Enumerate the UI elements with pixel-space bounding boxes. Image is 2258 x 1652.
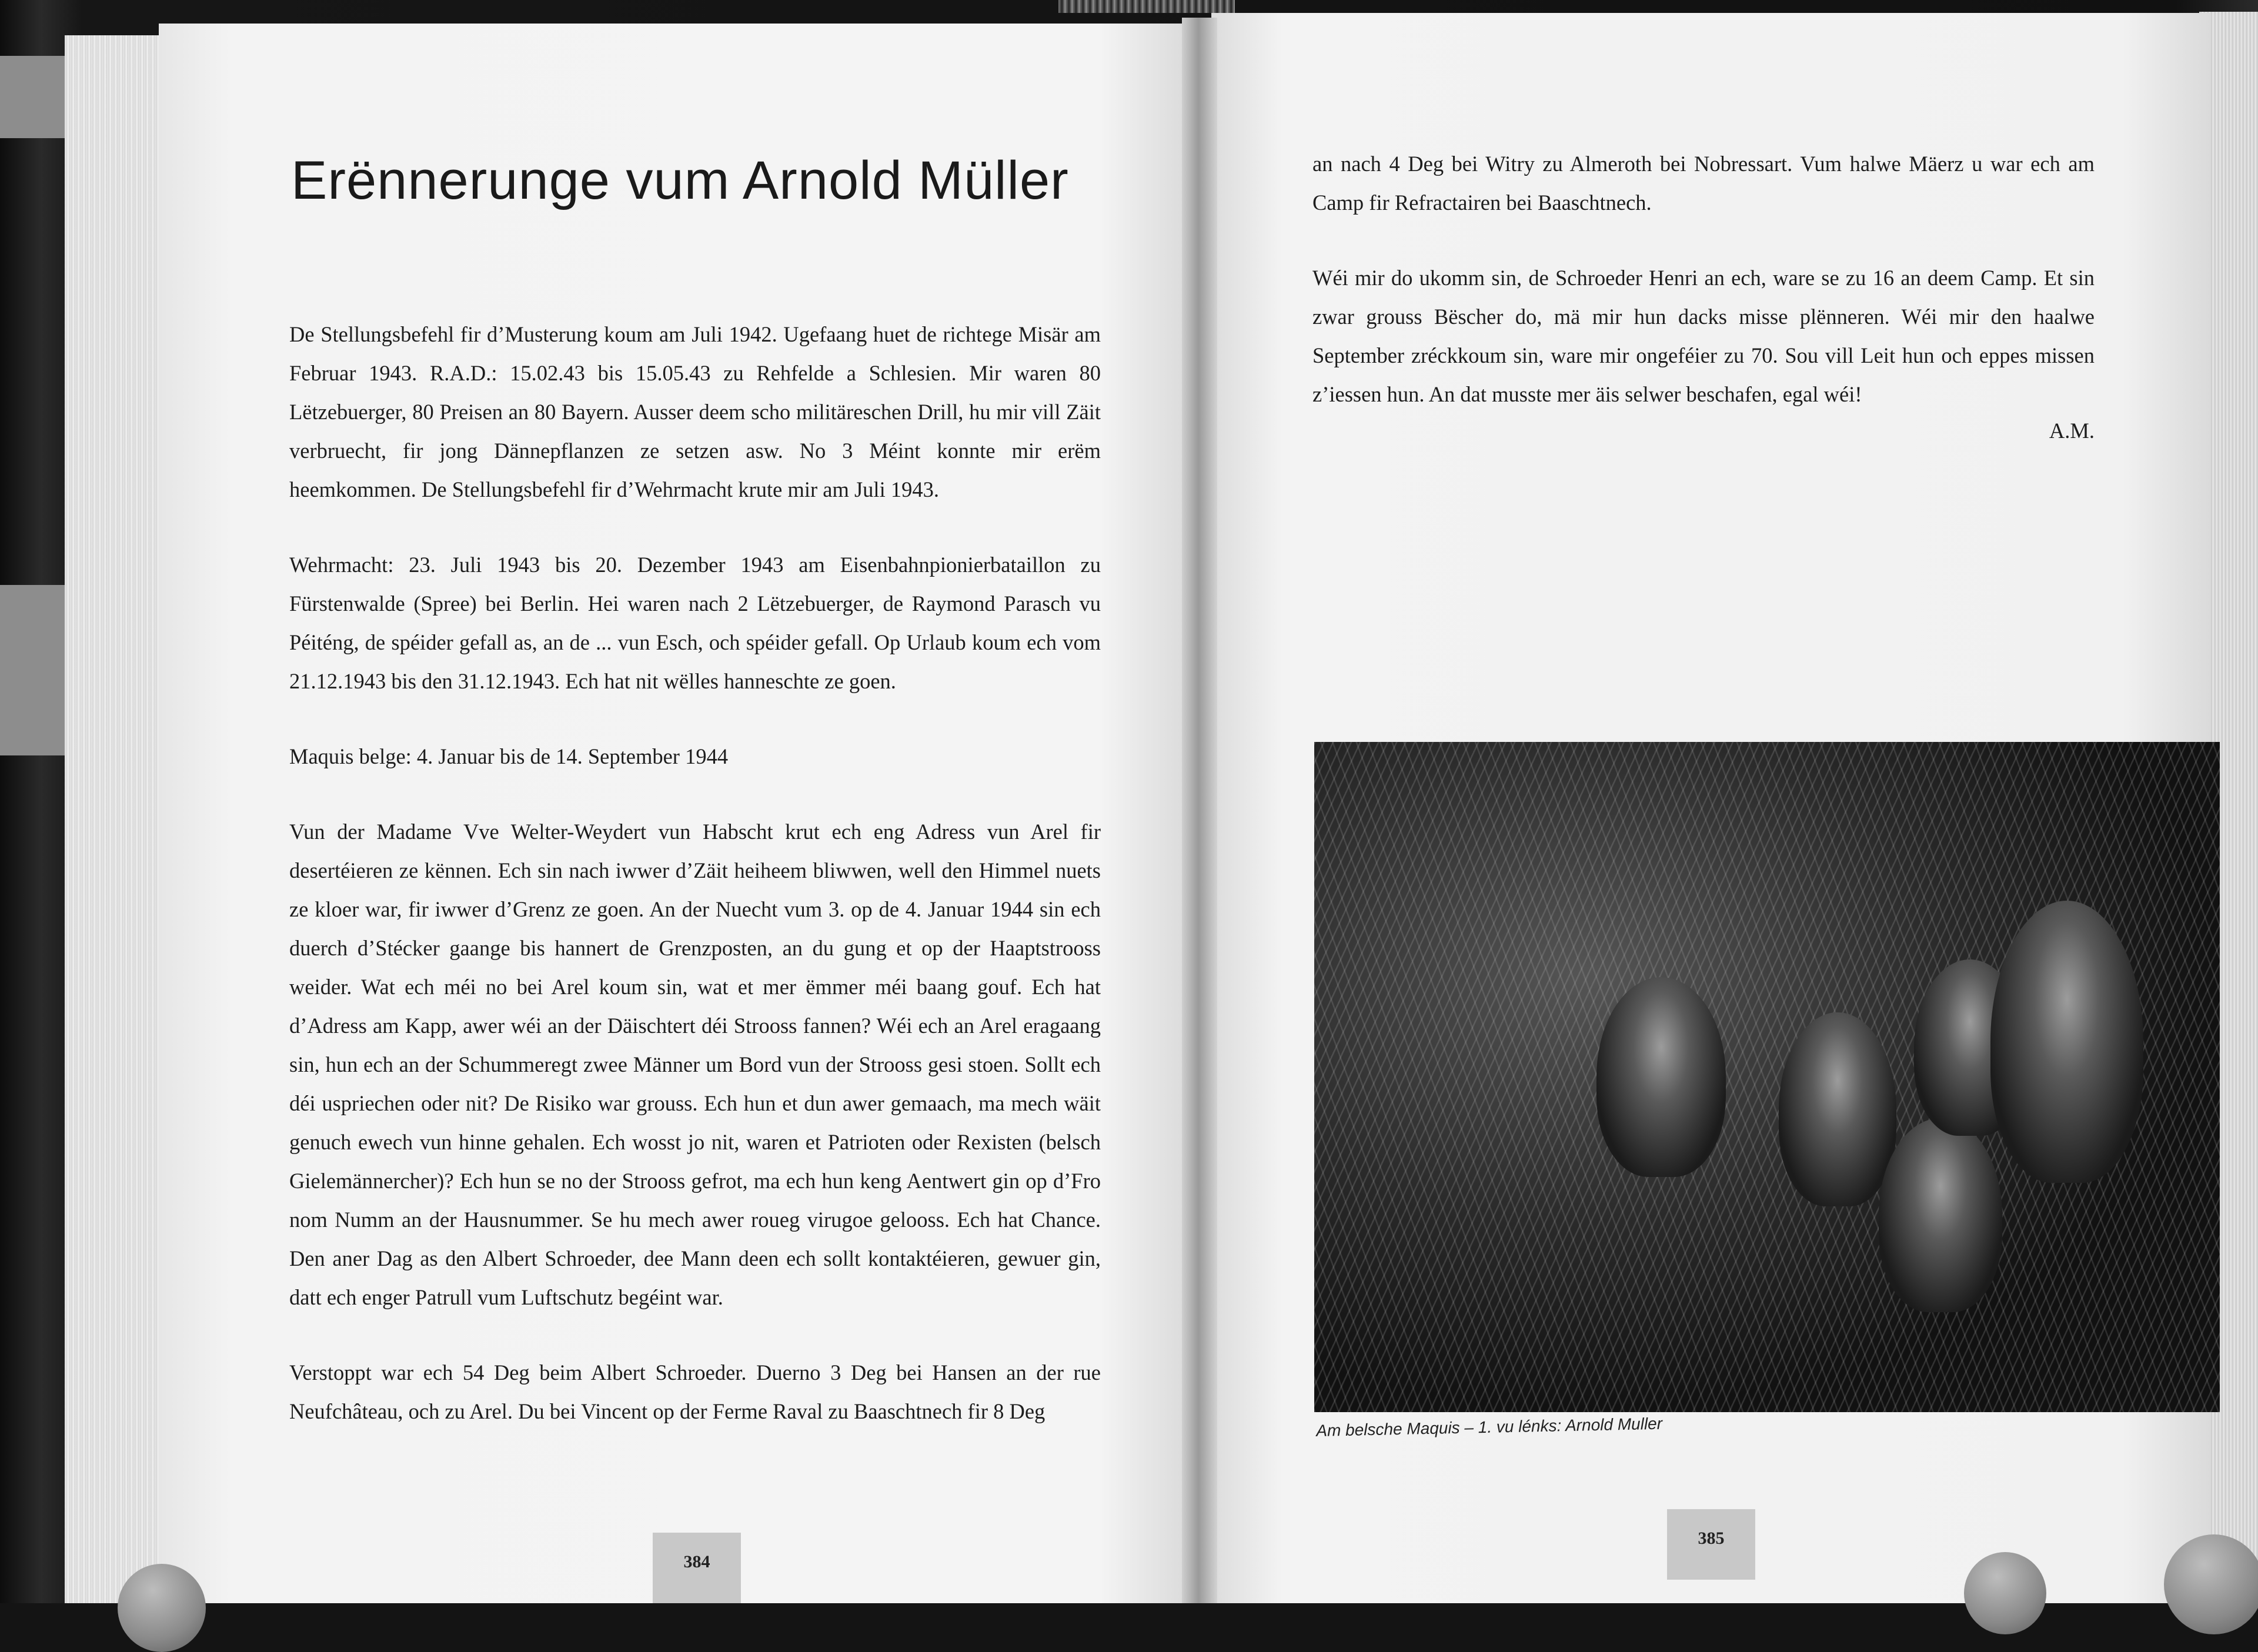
paragraph: Verstoppt war ech 54 Deg beim Albert Schroeder. Duerno 3 Deg bei Hansen an der rue Neufchâteau, och zu Arel. Du bei Vincent op der Ferme Raval zu Baaschtnech fir 8 Deg <box>289 1360 1101 1423</box>
left-text-column <box>289 315 1101 1467</box>
person-figure <box>1990 901 2143 1183</box>
person-figure <box>1596 977 1726 1177</box>
paragraph: Wéi mir do ukomm sin, de Schroeder Henri an ech, ware se zu 16 an deem Camp. Et sin zwar grouss Bëscher do, mä mir hun dacks misse plënneren. Wéi mir den haalwe September zréckkoum sin, ware mir ongeféier zu 70. Sou vill Leit hun och eppes missen z’iessen hun. An dat musste mer äis selwer beschafen, egal wéi! <box>1312 266 2095 406</box>
person-figure <box>1879 1118 2002 1312</box>
book-gutter <box>1182 18 1217 1603</box>
top-clip <box>1058 0 1235 13</box>
right-text-column <box>1312 145 2095 450</box>
decorative-object <box>118 1564 206 1652</box>
page-edges-left <box>65 35 171 1603</box>
author-signature: A.M. <box>2049 419 2095 443</box>
paragraph: an nach 4 Deg bei Witry zu Almeroth bei Nobressart. Vum halwe Mäerz u war ech am Camp fir Refractairen bei Baaschtnech. <box>1312 152 2095 215</box>
decorative-object <box>1964 1552 2046 1634</box>
paragraph: Maquis belge: 4. Januar bis de 14. September 1944 <box>289 744 729 768</box>
photo-caption: Am belsche Maquis – 1. vu lénks: Arnold Muller <box>1316 1414 1663 1440</box>
person-figure <box>1779 1012 1896 1206</box>
page-number-right: 385 <box>1667 1509 1755 1580</box>
paragraph: Wehrmacht: 23. Juli 1943 bis 20. Dezember 1943 am Eisenbahnpionierbataillon zu Fürstenwalde (Spree) bei Berlin. Hei waren nach 2 Lëtzebuerger, de Raymond Parasch vu Péiténg, de spéider gefall as, an de ... vun Esch, och spéider gefall. Op Urlaub koum ech vom 21.12.1943 bis den 31.12.1943. Ech hat nit wëlles hanneschte ze goen. <box>289 553 1101 693</box>
paragraph: Vun der Madame Vve Welter-Weydert vun Habscht krut ech eng Adress vun Arel fir desertéieren ze kënnen. Ech sin nach iwwer d’Zäit heiheem bliwwen, well den Himmel nuets ze kloer war, fir iwwer d’Grenz ze goen. An der Nuecht vum 3. op de 4. Januar 1944 sin ech duerch d’Stécker gaange bis hannert de Grenzposten, an du gung et op der Haaptstrooss weider. Wat ech méi no bei Arel koum sin, wat et mer ëmmer méi baang gouf. Ech hat d’Adress am Kapp, awer wéi an der Däischtert déi Strooss fannen? Wéi ech an Arel eragaang sin, hun ech an der Schummeregt zwee Männer um Bord vun der Strooss gesi stoen. Sollt ech déi uspriechen oder nit? De Risiko war grouss. Ech hun et dun awer gemaach, ma mech wäit genuch ewech vun hinne gehalen. Ech wosst jo nit, waren et Patrioten oder Rexisten (belsch Gielemännercher)? Ech hun se no der Strooss gefrot, ma ech hun keng Aentwert gin op d’Fro nom Numm an der Hausnummer. Se hu mech awer roueg virugoe gelooss. Ech hat Chance. Den aner Dag as den Albert Schroeder, dee Mann deen ech sollt kontaktéieren, gewuer gin, datt ech enger Patrull vum Luftschutz begéint war. <box>289 820 1101 1309</box>
decorative-object <box>2164 1534 2258 1634</box>
paragraph: De Stellungsbefehl fir d’Musterung koum am Juli 1942. Ugefaang huet de richtege Misär am Februar 1943. R.A.D.: 15.02.43 bis 15.05.43 zu Rehfelde a Schlesien. Mir waren 80 Lëtzebuerger, 80 Preisen an 80 Bayern. Ausser deem scho militäreschen Drill, hu mir vill Zäit verbruecht, fir jong Dännepflanzen ze setzen asw. No 3 Méint konnte mir erëm heemkommen. De Stellungsbefehl fir d’Wehrmacht krute mir am Juli 1943. <box>289 322 1101 501</box>
page-number-left: 384 <box>653 1533 741 1603</box>
page-title: Erënnerunge vum Arnold Müller <box>291 151 1069 210</box>
historical-photo <box>1314 742 2220 1412</box>
